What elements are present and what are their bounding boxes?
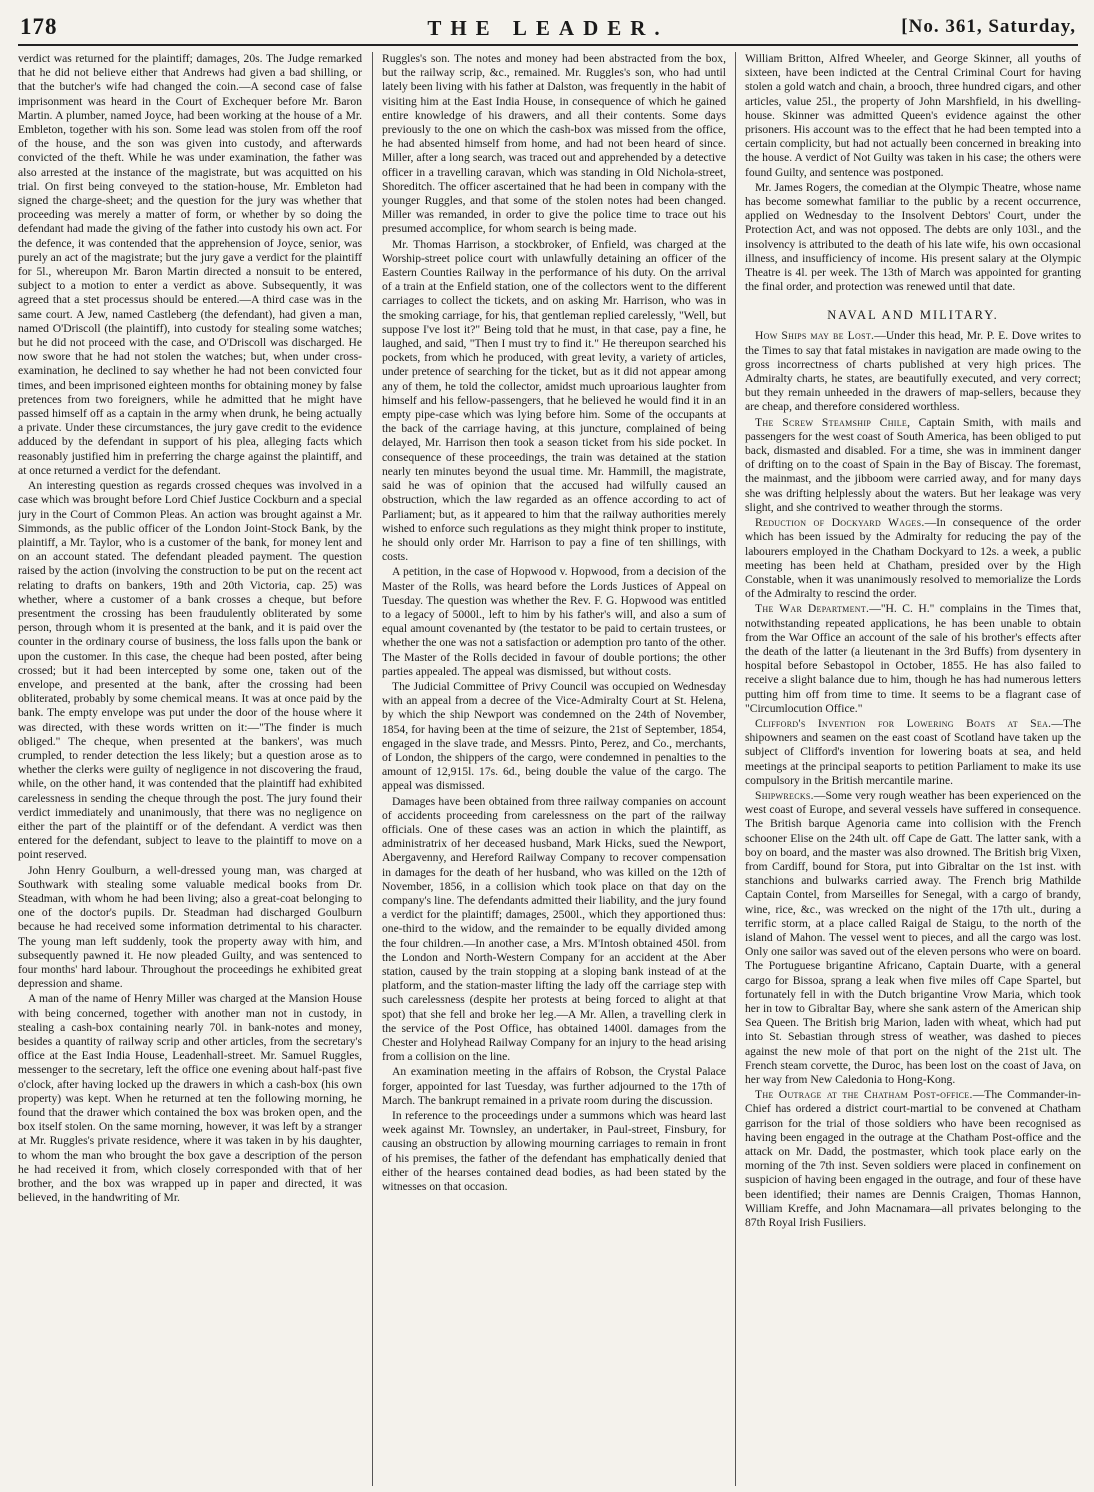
paragraph-lead: The Outrage at the Chatham Post-office.	[755, 1088, 973, 1102]
paragraph	[745, 602, 1081, 716]
page-number: 178	[20, 14, 58, 39]
column-2	[382, 52, 726, 1486]
paragraph: William Britton, Alfred Wheeler, and George Skinner, all youths of sixteen, have been indicted at the Central Criminal Court for having stolen a gold watch and chain, a brooch, three hundred cigars, and other articles, value 25l., the property of John Marshfield, in his dwelling-house. Skinner was admitted Queen's evidence against the other prisoners. His account was to the effect that he had been tempted into a certain complicity, but had not actually been concerned in breaking into the house. A verdict of Not Guilty was taken in his case; the others were found Guilty, and sentence was postponed.	[745, 52, 1081, 179]
section-heading: NAVAL AND MILITARY.	[827, 308, 999, 323]
paragraph: In reference to the proceedings under a summons which was heard last week against Mr. Townsley, an undertaker, in Paul-street, Finsbury, for causing an obstruction by allowing mourning carriages to remain in front of his premises, the father of the defendant has emphatically denied that either of the hearses contained dead bodies, as had been stated by the witnesses on that occasion.	[382, 1109, 726, 1194]
paragraph-lead: Shipwrecks.	[755, 788, 814, 802]
paragraph	[745, 416, 1081, 515]
paragraph-text: —The shipowners and seamen on the east coast of Scotland have taken up the subject of Clifford's invention for lowering boats at sea, and held meetings at the principal seaports to petition Parliament to make its use compulsory in the British mercantile marine.	[745, 716, 1081, 787]
paragraph-lead: Reduction of Dockyard Wages.	[755, 516, 925, 530]
paragraph: Damages have been obtained from three railway companies on account of accidents proceeding from carelessness on the part of the railway officials. One of these cases was an action in which the plaintiff, as administratrix of her deceased husband, Mark Hicks, sued the Newport, Abergavenny, and Hereford Railway Company to recover compensation in damages for the death of her husband, who was killed on the 12th of November, 1856, in a collision which took place on that day on the company's line. The defendants admitted their liability, and the jury found a verdict for the plaintiff; damages, 2500l., which they apportioned thus: one-third to the widow, and the remainder to be equally divided among the four children.—In another case, a Mrs. M'Intosh obtained 450l. from the London and North-Western Company for an accident at the Aber station, caused by the train stopping at a sloping bank instead of at the platform, and the station-master lifting the lady off the carriage step with such carelessness (despite her protests at being forced to alight at that spot) that she fell and broke her leg.—A Mr. Allen, a travelling clerk in the service of the Post Office, has obtained 1400l. damages from the Chester and Holyhead Railway Company for an injury to the head arising from a collision on the line.	[382, 794, 726, 1064]
column-divider	[372, 52, 373, 1486]
paragraph: A man of the name of Henry Miller was charged at the Mansion House with being concerned, together with another man not in custody, in stealing a cash-box containing nearly 70l. in bank-notes and money, besides a quantity of railway scrip and other articles, from the secretary's office at the East India House, Leadenhall-street. Mr. Samuel Ruggles, messenger to the secretary, left the office one evening about half-past five o'clock, after having locked up the drawers in which a cash-box (his own property) was kept. When he returned at ten the following morning, he found that the drawer which contained the box was broken open, and the box itself stolen. On the same morning, however, it was left by a stranger at Mr. Ruggles's private residence, where it was taken in by his daughter, to whom the man who brought the box gave a description of the person he had received it from, which closely corresponded with that of her brother, and the box was wrapped up in paper and directed, it was believed, in the handwriting of Mr.	[18, 992, 362, 1205]
paragraph-text: —The Commander-in-Chief has ordered a district court-martial to be convened at Chatham garrison for the trial of those soldiers who have been recognised as having been engaged in the outrage at the Chatham Post-office and the attack on Mr. Dadd, the postmaster, which took place early on the morning of the 7th inst. Seven soldiers were placed in confinement on suspicion of having been engaged in the outrage, and four of these have been identified; their names are Dennis Craigen, Thomas Hannon, William Kreffe, and John Macnamara—all privates belonging to the 87th Royal Irish Fusiliers.	[745, 1088, 1081, 1230]
paragraph: An examination meeting in the affairs of Robson, the Crystal Palace forger, appointed for last Tuesday, was further adjourned to the 17th of March. The bankrupt remained in a private room during the discussion.	[382, 1065, 726, 1107]
paragraph: Ruggles's son. The notes and money had been abstracted from the box, but the railway scrip, &c., remained. Mr. Ruggles's son, who had until lately been living with his father at Dalston, was frequently in the habit of visiting him at the East India House, in consequence of which he gained entire knowledge of his drawers, and all their contents. Some days previously to the one on which the cash-box was missed from the office, he had absented himself from home, and had not been heard of since. Miller, after a long search, was traced out and apprehended by a detective officer in a travelling caravan, which was standing in Old Nichola-street, Shoreditch. The officer ascertained that he had been in company with the younger Ruggles, and that some of the stolen notes had been changed. Miller was remanded, in order to give the police time to trace out his presumed accomplice, for whom search is being made.	[382, 52, 726, 236]
paragraph-text: —Under this head, Mr. P. E. Dove writes to the Times to say that fatal mistakes in navigation are made owing to the gross incorrectness of charts published at very high prices. The Admiralty charts, he states, are beautifully executed, and very correct; but they remain unheeded in the drawers of map-sellers, because they are cheap, and therefore considered worthless.	[745, 329, 1081, 414]
paragraph: An interesting question as regards crossed cheques was involved in a case which was brought before Lord Chief Justice Cockburn and a special jury in the Court of Common Pleas. An action was brought against a Mr. Simmonds, as the public officer of the London Joint-Stock Bank, by the plaintiff, a Mr. Taylor, who is a customer of the bank, for money lent and on an account stated. The defendant pleaded payment. The question raised by the action (involving the construction to be put on the recent act relating to drafts on bankers, 19th and 20th Victoria, cap. 25) was whether, where a customer of a bank crosses a cheque, but before presentment the crossing has been fraudulently obliterated by some person, through whom it is presented at the bank, and it is paid over the counter in the ordinary course of business, the loss falls upon the bank or upon the customer. In this case, the cheque had been posted, after being crossed; but it had been intercepted by some one, taken out of the envelope, and presented at the bank, after the crossing had been obliterated, probably by some chemical means. It was at once paid by the bank. The empty envelope was put under the door of the house where it was directed, with these words written on it:—"The finder is much obliged." The cheque, when presented at the bankers', was much crumpled, to render detection the less likely; but a question arose as to whether the clerks were guilty of negligence in not discovering the fraud, while, on the other hand, it was contended that the plaintiff had exhibited carelessness in sending the cheque through the post. The jury found their verdict immediately and unanimously, that there was no negligence on either the part of the plaintiff or of the defendant. A verdict was then entered for the defendant, subject to leave to the plaintiff to move on a point reserved.	[18, 479, 362, 862]
paragraph-text: —Some very rough weather has been experienced on the west coast of Europe, and several vessels have suffered in consequence. The British barque Agenoria came into collision with the French schooner Elise on the 24th ult. off Cape de Gatt. The latter sank, with a boy on board, and the master was also drowned. The British brig Vixen, from Cardiff, bound for Stora, put into Gibraltar on the 1st inst. with stanchions and bulwarks carried away. The French brig Mathilde Captain Contel, from Marseilles for Senegal, with a cargo of brandy, wine, rice, &c., was wrecked on the night of the 17th ult., during a terrific storm, at a place called Raigal de Staigu, to the north of the island of Mahon. The vessel went to pieces, and all the cargo was lost. Only one sailor was saved out of the eleven persons who were on board. The Portuguese brigantine Africano, Captain Duarte, with a general cargo for Bissoa, sprang a leak when five miles off Cape Spartel, but fortunately fell in with the Dutch brigantine Vrow Maria, which took her in tow to Gibraltar Bay, where she sank astern of the American ship Sea Queen. The British brig Marion, laden with wheat, which had put into St. Sebastian through stress of weather, was dashed to pieces against the new mole of that port on the night of the 21st ult. The French steam corvette, the Duroc, has been lost on the coast of Java, on her way from New Caledonia to Hong-Kong.	[745, 788, 1081, 1087]
publication-title: THE LEADER.	[427, 16, 669, 40]
paragraph-text: —In consequence of the order which has been issued by the Admiralty for reducing the pay of the labourers employed in the Chatham Dockyard to 12s. a week, a public meeting has been held at Chatham, presided over by the High Constable, when it was unanimously resolved to memorialize the Lords of the Admiralty to rescind the order.	[745, 516, 1081, 601]
paragraph: The Judicial Committee of Privy Council was occupied on Wednesday with an appeal from a decree of the Vice-Admiralty Court at St. Helena, by which the ship Newport was condemned on the 24th of November, 1854, for having been at the time of seizure, the 21st of September, 1854, engaged in the slave trade, and Messrs. Pinto, Perez, and Co., merchants, of London, the shippers of the cargo, were condemned in penalties to the amount of 12,915l. 17s. 6d., being double the value of the cargo. The appeal was dismissed.	[382, 679, 726, 793]
paragraph: A petition, in the case of Hopwood v. Hopwood, from a decision of the Master of the Rolls, was heard before the Lords Justices of Appeal on Tuesday. The question was whether the Rev. F. G. Hopwood was entitled to a legacy of 5000l., left to him by his father's will, and also a sum of equal amount covenanted by (the testator to be paid to certain trustees, or whether the one was not a satisfaction or ademption pro tanto of the other. The Master of the Rolls decided in favour of double portions; the other parties appealed. The appeal was dismissed, but without costs.	[382, 565, 726, 678]
paragraph	[745, 329, 1081, 414]
article-columns	[18, 52, 1081, 1486]
paragraph: Mr. Thomas Harrison, a stockbroker, of Enfield, was charged at the Worship-street police court with unlawfully detaining an officer of the Eastern Counties Railway in the performance of his duty. On the arrival of a train at the Enfield station, one of the collectors went to the different carriages to collect the tickets, and on asking Mr. Harrison, who was in the smoking carriage, for his, that gentleman replied carelessly, "Well, but suppose I've lost it?" Being told that he must, in that case, pay a fine, he laughed, and said, "Then I must try to find it." He thereupon searched his pockets, from which he produced, with great levity, a variety of articles, under pretence of searching for the ticket, but as it did not appear among any of them, he told the collector, amidst much uproarious laughter from himself and his fellow-passengers, that he believed he would find it in an empty pipe-case which was lying before him. Some of the occupants at the back of the carriage having, at this juncture, complained of being delayed, Mr. Harrison then took a season ticket from his side pocket. In consequence of these proceedings, the train was detained at the station nearly ten minutes beyond the usual time. Mr. Hammill, the magistrate, said he was of opinion that the accused had wilfully caused an obstruction, which the law regarded as an offence according to act of Parliament; but, as it appeared to him that the railway authorities merely wished to enforce such regulations as they might think proper to institute, he should only order Mr. Harrison to pay a fine of ten shillings, with costs.	[382, 237, 726, 564]
paragraph	[745, 1088, 1081, 1230]
paragraph: verdict was returned for the plaintiff; damages, 20s. The Judge remarked that he did not believe either that Andrews had given a bad shilling, or that the butcher's wife had changed the coin.—A second case of false imprisonment was heard in the Court of Exchequer before Mr. Baron Martin. A plumber, named Joyce, had been working at the house of a Mr. Embleton, together with his son. Some lead was stolen from off the roof of the house, and the son was given into custody, and afterwards convicted of the theft. While he was under examination, the father was also arrested at the instance of the magistrate, but was acquitted on his trial. On first being conveyed to the station-house, Mr. Embleton had signed the charge-sheet; and the question for the jury was whether that proceeding was merely a matter of form, or whether by so doing the defendant had made the giving of the father into custody his own act. For the defence, it was contended that the apprehension of Joyce, senior, was purely an act of the magistrate; but the jury gave a verdict for the plaintiff for 5l., whereupon Mr. Baron Martin directed a nonsuit to be entered, subject to a motion to enter a verdict as above. Subsequently, it was agreed that a stet processus should be entered.—A third case was in the same court. A Jew, named Castleberg (the defendant), had given a man, named O'Driscoll (the plaintiff), into custody for stealing some watches; but he did not proceed with the case, and O'Driscoll was discharged. He now swore that he had not stolen the watches; but, when under cross-examination, he declined to say whether he had not been convicted four times, and been imprisoned eighteen months for obtaining money by false pretences from two foreigners, while he admitted that he might have passed himself off as a captain in the army when drunk, he being actually a private. Under these circumstances, the jury gave credit to the evidence adduced by the defendant in support of his plea, alleging facts which reasonably justified him in preferring the charge against the plaintiff, and at once returned a verdict for the defendant.	[18, 52, 362, 477]
column-1	[18, 52, 362, 1486]
paragraph	[745, 516, 1081, 601]
issue-label: [No. 361, Saturday,	[901, 16, 1076, 37]
paragraph: Mr. James Rogers, the comedian at the Olympic Theatre, whose name has become somewhat familiar to the public by a recent occurrence, applied on Wednesday to the Insolvent Debtors' Court, under the Protection Act, and was not opposed. The debts are only 103l., and the insolvency is attributed to the death of his late wife, his own occasional illness, and insufficiency of income. His present salary at the Olympic Theatre is 4l. per week. The 13th of March was appointed for granting the final order, and protection was renewed until that date.	[745, 180, 1081, 294]
masthead	[18, 14, 1078, 46]
column-divider	[735, 52, 736, 1486]
paragraph-lead: The Screw Steamship Chile,	[755, 415, 911, 429]
paragraph-text: —"H. C. H." complains in the Times that, notwithstanding repeated applications, he has been unable to obtain from the War Office an account of the sale of his brother's effects after the death of the latter (a lieutenant in the 3rd Buffs) from dysentery in hospital before Sebastopol in October, 1855. He has also failed to receive a slight balance due to him, though he has had numerous letters putting him off from time to time. It seems to be a flagrant case of "Circumlocution Office."	[745, 602, 1081, 715]
paragraph-lead: How Ships may be Lost.	[755, 329, 875, 343]
paragraph	[745, 789, 1081, 1087]
paragraph	[745, 717, 1081, 788]
paragraph: John Henry Goulburn, a well-dressed young man, was charged at Southwark with stealing some valuable medical books from Dr. Steadman, with whom he had been living; also a great-coat belonging to one of the doctor's pupils. Dr. Steadman had discharged Goulburn because he had received some information detrimental to his character. The young man left suddenly, took the property away with him, and subsequently pawned it. He now pleaded Guilty, and was sentenced to four months' hard labour. Throughout the proceedings he exhibited great depression and shame.	[18, 863, 362, 991]
paragraph-lead: The War Department.	[755, 602, 870, 616]
paragraph-text: Captain Smith, with mails and passengers for the west coast of South America, has been obliged to put back, dismasted and disabled. For a time, she was in imminent danger of drifting on to the coast of Spain in the Bay of Biscay. The foremast, the mainmast, and the jibboom were carried away, and for many days she was drifting helplessly about the waters. But her leakage was very slight, and she contrived to weather through the storms.	[745, 415, 1081, 514]
paragraph-lead: Clifford's Invention for Lowering Boats at Sea.	[755, 716, 1052, 730]
column-3	[745, 52, 1081, 1486]
